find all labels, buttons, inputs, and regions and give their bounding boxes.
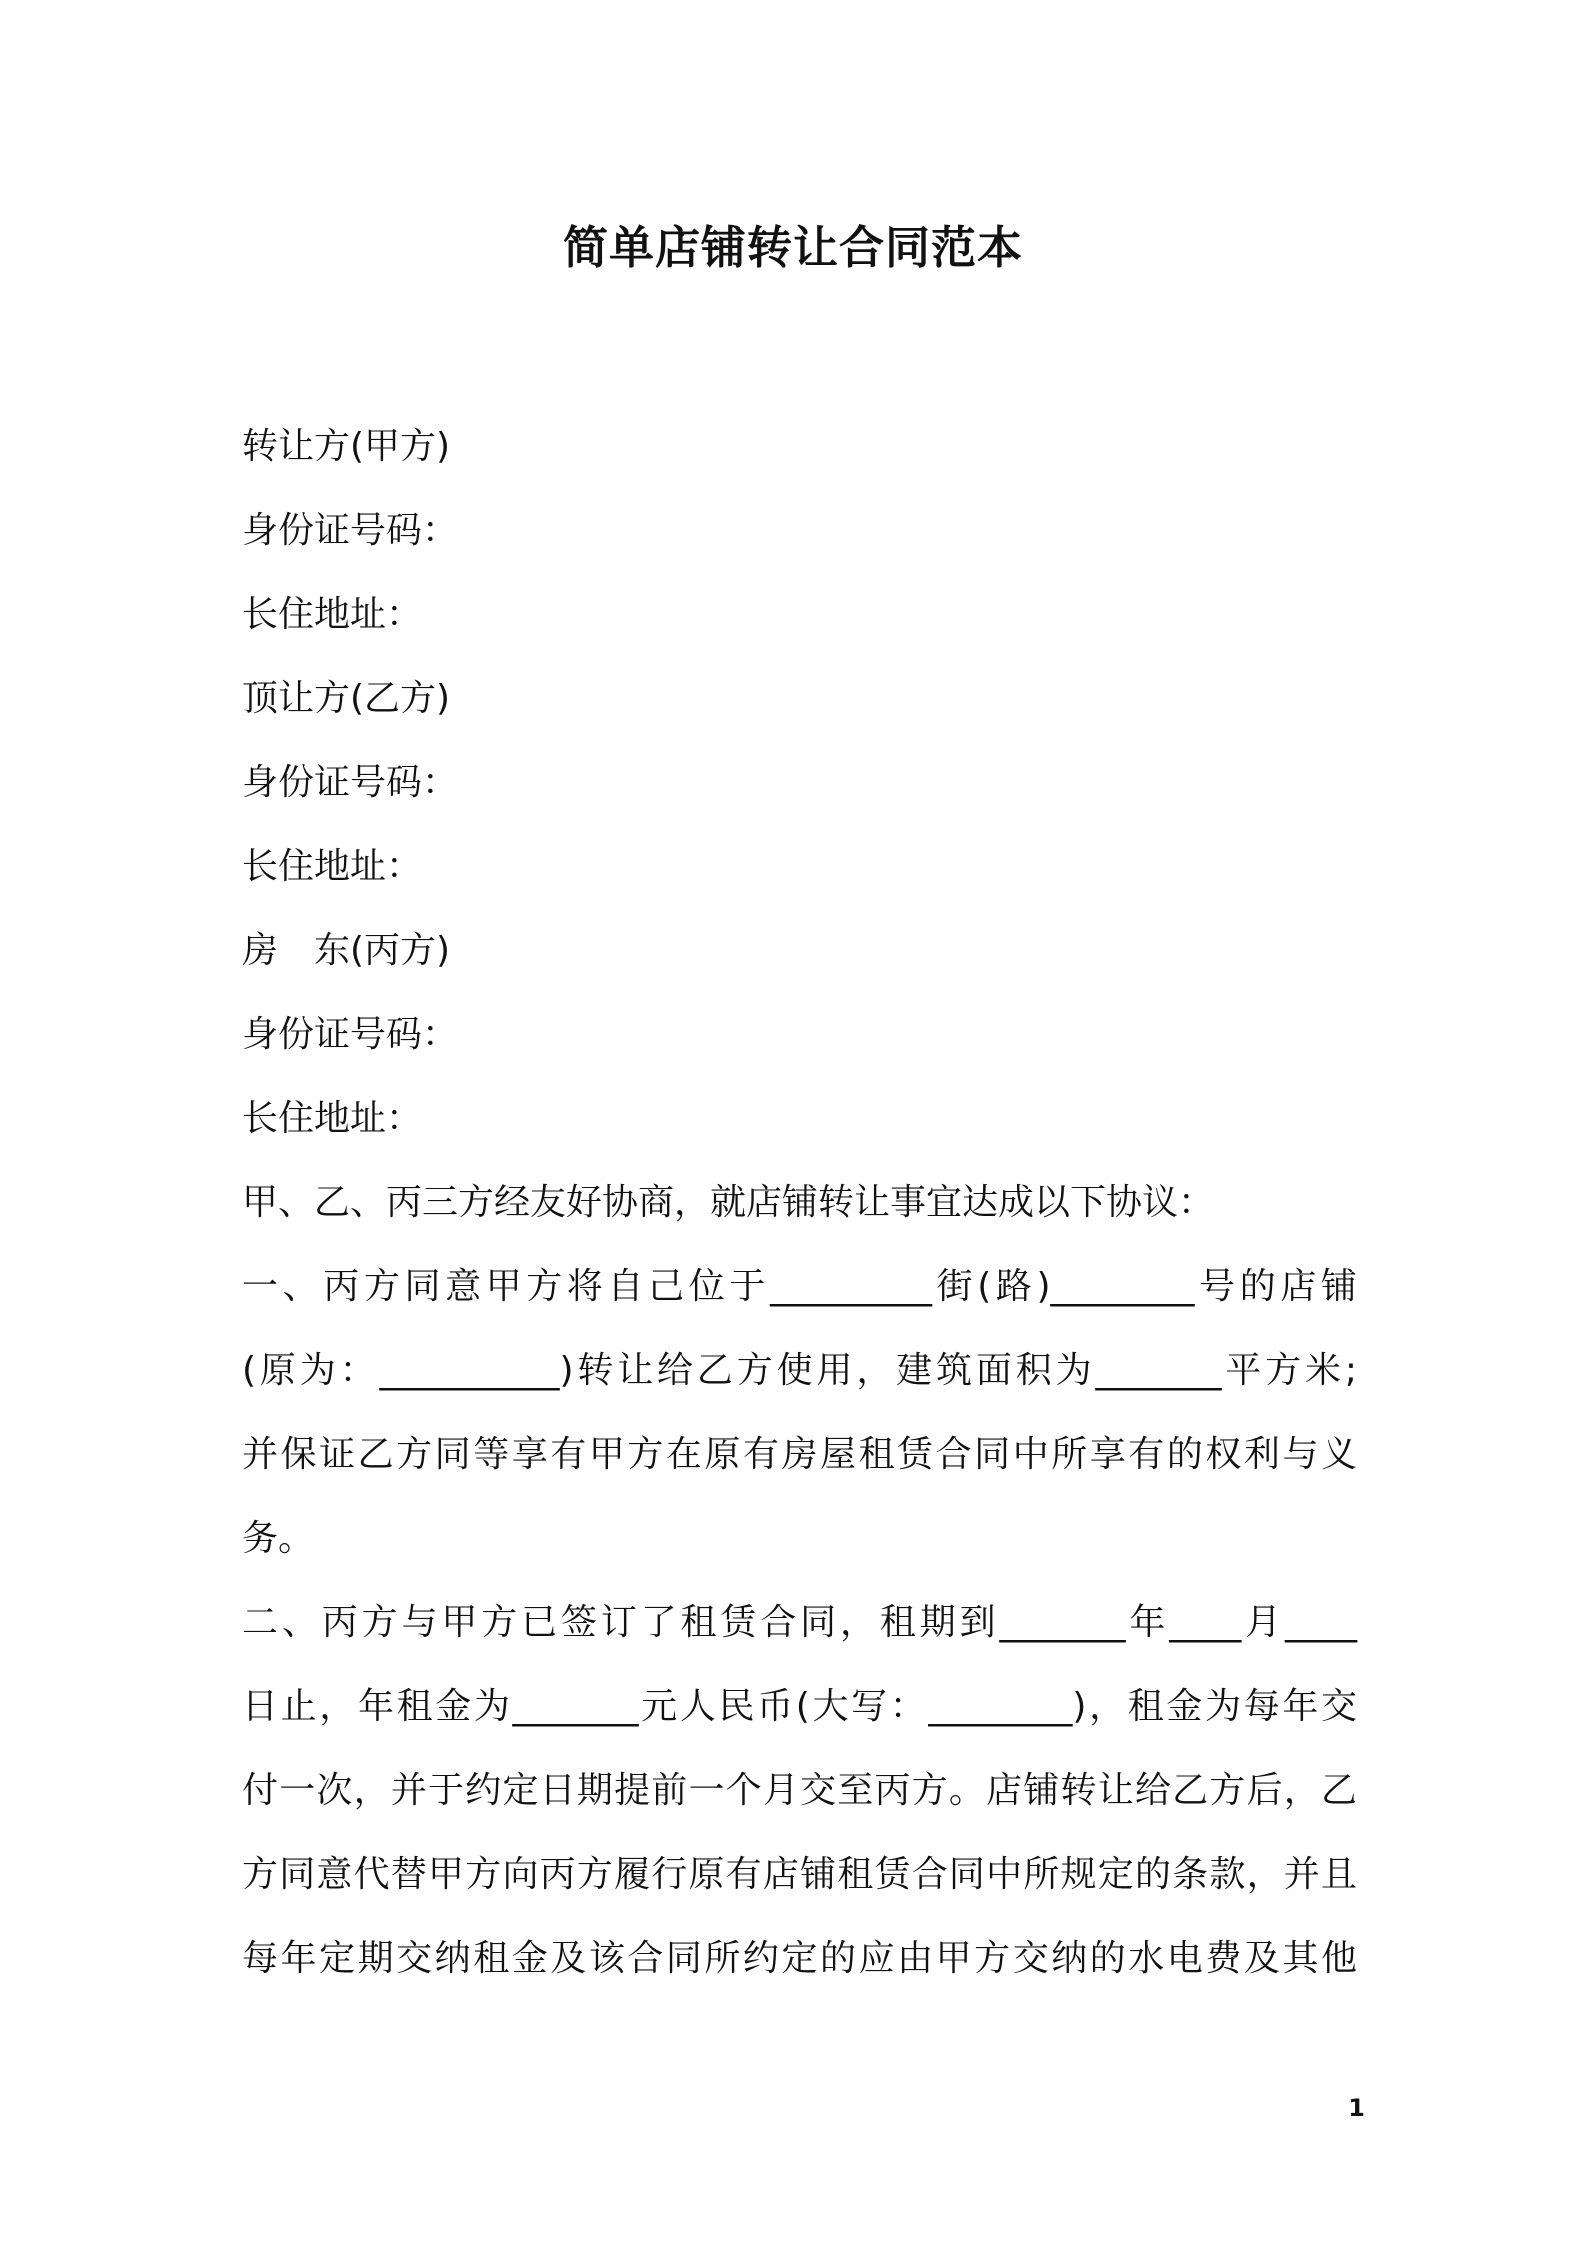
party-c-label: 房 东(丙方) (242, 930, 451, 971)
document-title: 简单店铺转让合同范本 (562, 221, 1023, 274)
clause-1-line: (原为：__________)转让给乙方使用，建筑面积为_______平方米; (242, 1350, 1357, 1391)
agreement-intro: 甲、乙、丙三方经友好协商，就店铺转让事宜达成以下协议： (242, 1182, 1215, 1223)
party-b-address-label: 长住地址： (242, 846, 423, 887)
clause-2-line: 付一次，并于约定日期提前一个月交至丙方。店铺转让给乙方后，乙 (242, 1770, 1357, 1811)
clause-2-line: 日止，年租金为_______元人民币(大写：________)，租金为每年交 (242, 1686, 1357, 1727)
clause-1-line: 一、丙方同意甲方将自己位于_________街(路)________号的店铺 (242, 1266, 1357, 1307)
clause-2-line: 方同意代替甲方向丙方履行原有店铺租赁合同中所规定的条款，并且 (242, 1854, 1357, 1895)
party-b-id-label: 身份证号码： (242, 762, 459, 803)
clause-1-line: 并保证乙方同等享有甲方在原有房屋租赁合同中所享有的权利与义 (242, 1434, 1357, 1475)
clause-2-line: 二、丙方与甲方已签订了租赁合同，租期到_______年____月____ (242, 1602, 1357, 1643)
party-a-address-label: 长住地址： (242, 594, 423, 635)
clause-1-line: 务。 (242, 1518, 315, 1559)
party-c-id-label: 身份证号码： (242, 1014, 459, 1055)
party-c-address-label: 长住地址： (242, 1098, 423, 1139)
clause-2-line: 每年定期交纳租金及该合同所约定的应由甲方交纳的水电费及其他 (242, 1938, 1357, 1979)
page-number: 1 (1348, 2094, 1365, 2122)
party-a-label: 转让方(甲方) (242, 426, 451, 467)
document-body (242, 405, 1357, 2001)
party-a-id-label: 身份证号码： (242, 510, 459, 551)
party-b-label: 顶让方(乙方) (242, 678, 451, 719)
